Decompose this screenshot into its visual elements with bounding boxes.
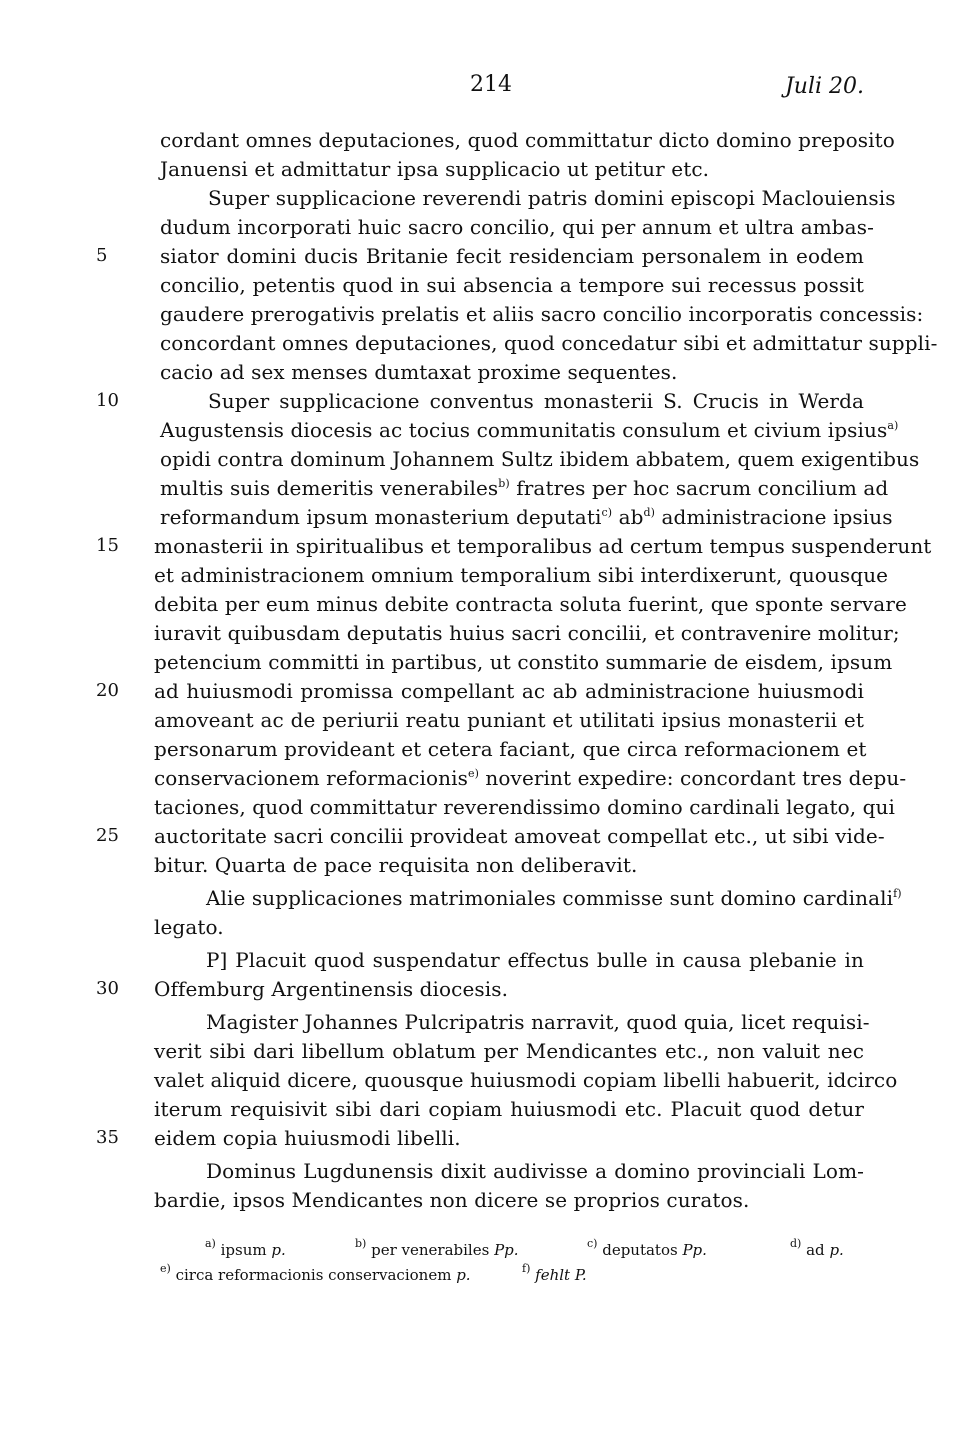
text-line	[160, 299, 924, 329]
text-line	[154, 647, 893, 677]
text-span: debita per eum minus debite contracta soluta fuerint, que sponte servare	[154, 592, 907, 616]
text-span: P] Placuit quod suspendatur effectus bulle in causa plebanie in	[206, 948, 864, 972]
text-span: cacio ad sex menses dumtaxat proxime sequentes.	[160, 360, 678, 384]
text-span: taciones, quod committatur reverendissimo domino cardinali legato, qui	[154, 795, 896, 819]
text-span: conservacionem reformacionis	[154, 766, 468, 790]
text-span: eidem copia huiusmodi libelli.	[154, 1126, 461, 1150]
footnote	[355, 1237, 519, 1260]
footnote-siglum: Pp.	[682, 1241, 707, 1259]
text-span: siator domini ducis Britanie fecit residenciam personalem in eodem	[160, 244, 864, 268]
text-span: bardie, ipsos Mendicantes non dicere se proprios curatos.	[154, 1188, 750, 1212]
text-span: cordant omnes deputaciones, quod committatur dicto domino preposito	[160, 128, 895, 152]
text-line	[160, 125, 895, 155]
footnote-siglum: p.	[829, 1241, 844, 1259]
text-span: gaudere prerogativis prelatis et aliis sacro concilio incorporatis concessis:	[160, 302, 924, 326]
text-line	[206, 883, 902, 913]
text-line	[154, 1094, 864, 1124]
text-line	[154, 734, 867, 764]
footnote	[587, 1237, 707, 1260]
text-span: noverint expedire: concordant tres depu-	[478, 766, 907, 790]
text-line	[154, 821, 885, 851]
footnote-siglum: p.	[271, 1241, 286, 1259]
text-line	[154, 705, 864, 735]
text-line	[160, 444, 920, 474]
text-span: dudum incorporati huic sacro concilio, qui per annum et ultra ambas-	[160, 215, 874, 239]
text-line	[206, 1156, 864, 1186]
text-span: Augustensis diocesis ac tocius communitatis consulum et civium ipsius	[160, 418, 888, 442]
footnote-mark: f)	[522, 1262, 531, 1275]
footnote-text: ipsum	[215, 1241, 272, 1259]
footnote	[160, 1262, 471, 1285]
running-head: Juli 20.	[784, 74, 864, 99]
text-span: multis suis demeritis venerabiles	[160, 476, 499, 500]
footnote-mark: d)	[790, 1237, 802, 1250]
text-span: et administracionem omnium temporalium sibi interdixerunt, quousque	[154, 563, 889, 587]
text-span: Januensi et admittatur ipsa supplicacio ut petitur etc.	[160, 157, 710, 181]
footnote-mark: c)	[587, 1237, 598, 1250]
footnote	[522, 1262, 587, 1285]
footnote-marker: c)	[601, 506, 613, 519]
footnote-mark: b)	[355, 1237, 367, 1250]
footnote-marker: e)	[467, 767, 479, 780]
text-span: auctoritate sacri concilii provideat amoveat compellat etc., ut sibi vide-	[154, 824, 885, 848]
footnote-mark: e)	[160, 1262, 171, 1275]
text-span: Super supplicacione conventus monasterii S. Crucis in Werda	[208, 389, 864, 413]
text-span: verit sibi dari libellum oblatum per Mendicantes etc., non valuit nec	[154, 1039, 864, 1063]
text-span: iterum requisivit sibi dari copiam huiusmodi etc. Placuit quod detur	[154, 1097, 864, 1121]
text-line	[160, 241, 864, 271]
footnote	[790, 1237, 844, 1260]
text-line	[154, 1036, 864, 1066]
line-number: 20	[96, 680, 119, 701]
text-line	[206, 1007, 870, 1037]
text-line	[160, 415, 899, 445]
text-line	[154, 792, 896, 822]
text-span: legato.	[154, 915, 224, 939]
text-span: amoveant ac de periurii reatu puniant et utilitati ipsius monasterii et	[154, 708, 864, 732]
footnote-text: per venerabiles	[366, 1241, 495, 1259]
text-line	[208, 386, 864, 416]
text-span: concilio, petentis quod in sui absencia a tempore sui recessus possit	[160, 273, 864, 297]
line-number: 25	[96, 825, 119, 846]
text-span: petencium committi in partibus, ut constito summarie de eisdem, ipsum	[154, 650, 893, 674]
text-span: concordant omnes deputaciones, quod concedatur sibi et admittatur suppli-	[160, 331, 938, 355]
footnote-text: deputatos	[597, 1241, 683, 1259]
line-number: 30	[96, 978, 119, 999]
footnote	[205, 1237, 286, 1260]
text-span: Dominus Lugdunensis dixit audivisse a domino provinciali Lom-	[206, 1159, 864, 1183]
footnote-siglum: Pp.	[494, 1241, 519, 1259]
text-span: reformandum ipsum monasterium deputati	[160, 505, 602, 529]
text-line	[154, 676, 864, 706]
line-number: 5	[96, 245, 108, 266]
footnote-marker: a)	[887, 419, 899, 432]
text-line	[154, 531, 932, 561]
text-line	[160, 212, 874, 242]
footnote-marker: b)	[498, 477, 510, 490]
footnote-text: circa reformacionis conservacionem	[170, 1266, 457, 1284]
text-line	[154, 589, 907, 619]
text-line	[160, 270, 864, 300]
text-line	[154, 850, 864, 880]
text-span: Super supplicacione reverendi patris domini episcopi Maclouiensis	[208, 186, 896, 210]
text-span: monasterii in spiritualibus et temporalibus ad certum tempus suspenderunt	[154, 534, 932, 558]
page-number: 214	[470, 72, 512, 97]
footnote-text: ad	[801, 1241, 830, 1259]
text-span: Alie supplicaciones matrimoniales commisse sunt domino cardinali	[206, 886, 894, 910]
text-line	[160, 473, 889, 503]
text-span: opidi contra dominum Johannem Sultz ibidem abbatem, quem exigentibus	[160, 447, 920, 471]
text-line	[160, 154, 864, 184]
text-span: personarum provideant et cetera faciant, que circa reformacionem et	[154, 737, 867, 761]
text-line	[160, 328, 938, 358]
footnote-marker: d)	[643, 506, 656, 519]
text-line	[154, 560, 889, 590]
text-line	[160, 502, 893, 532]
text-line	[154, 1123, 864, 1153]
text-span: ad huiusmodi promissa compellant ac ab administracione huiusmodi	[154, 679, 864, 703]
text-line	[154, 1065, 898, 1095]
footnote-siglum: fehlt P.	[535, 1266, 587, 1284]
footnote-siglum: p.	[456, 1266, 471, 1284]
text-span: administracione ipsius	[655, 505, 893, 529]
text-line	[154, 1185, 864, 1215]
text-span: iuravit quibusdam deputatis huius sacri concilii, et contravenire molitur;	[154, 621, 900, 645]
text-line	[160, 357, 864, 387]
footnote-mark: a)	[205, 1237, 216, 1250]
line-number: 10	[96, 390, 119, 411]
line-number: 35	[96, 1127, 119, 1148]
text-line	[154, 912, 864, 942]
text-span: Offemburg Argentinensis diocesis.	[154, 977, 509, 1001]
text-span: Magister Johannes Pulcripatris narravit, quod quia, licet requisi-	[206, 1010, 870, 1034]
text-line	[154, 763, 907, 793]
text-span: valet aliquid dicere, quousque huiusmodi copiam libelli habuerit, idcirco	[154, 1068, 898, 1092]
text-line	[208, 183, 896, 213]
text-span: ab	[612, 505, 644, 529]
text-span: bitur. Quarta de pace requisita non deliberavit.	[154, 853, 638, 877]
text-line	[154, 974, 864, 1004]
text-line	[206, 945, 864, 975]
text-span: fratres per hoc sacrum concilium ad	[509, 476, 889, 500]
line-number: 15	[96, 535, 119, 556]
footnote-marker: f)	[893, 887, 902, 900]
text-line	[154, 618, 900, 648]
